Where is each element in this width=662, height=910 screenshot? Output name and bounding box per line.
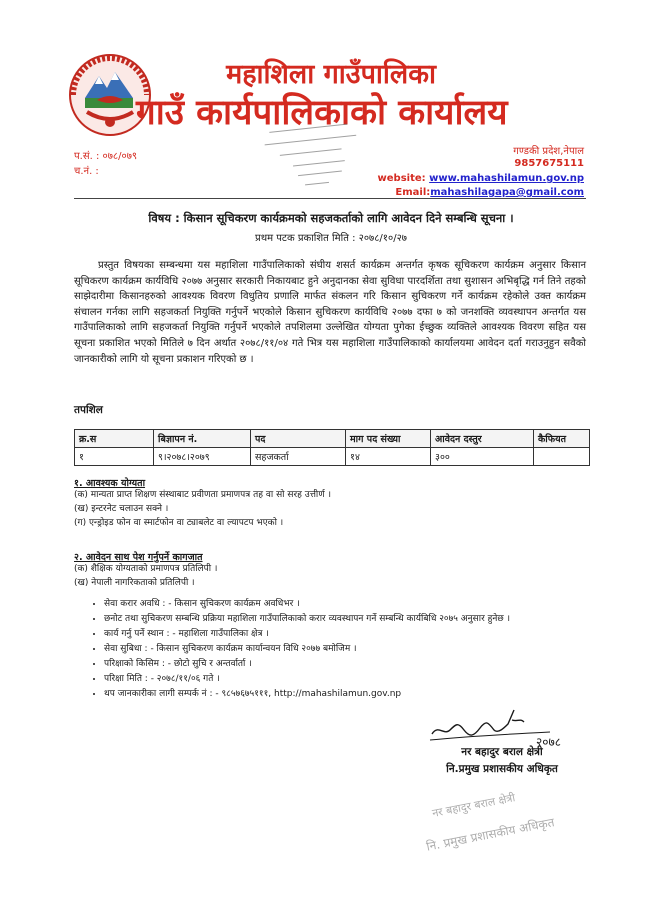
col-fee: आवेदन दस्तुर <box>431 430 534 448</box>
list-item: • सेवा करार अवधि : - किसान सुचिकरण कार्यक्रम अवधिभर । <box>104 597 604 611</box>
table-header-row <box>75 430 590 448</box>
office-stamp-icon <box>259 115 366 195</box>
list-item: • छनोट तथा सुचिकरण सम्बन्धि प्रक्रिया महाशिला गाउँपालिकाको करार व्यवस्थापन गर्ने सम्बन्धि कार्यबिधि २०७५ अनुसार हुनेछ । <box>104 612 604 626</box>
col-remarks: कैफियत <box>534 430 590 448</box>
qualification-item: (ग) एन्ड्रोइड फोन वा स्मार्टफोन वा ट्याबलेट वा ल्यापटप भएको । <box>74 518 284 528</box>
cell-serial: १ <box>75 448 154 466</box>
signature-date: २०७८ <box>536 735 561 748</box>
cell-post: सहजकर्ता <box>251 448 346 466</box>
details-heading: तपशिल <box>74 404 103 416</box>
list-item: • सेवा सुबिधा : - किसान सुचिकरण कार्यक्रम कार्यान्वयन विधि २०७७ बमोजिम । <box>104 642 604 656</box>
header-divider <box>74 198 586 199</box>
email-label: Email: <box>395 187 431 198</box>
list-item: • परिक्षा मिति : - २०७८/११/०६ गते । <box>104 672 604 686</box>
list-item: • थप जानकारीका लागी सम्पर्क नं : - ९८५७६७५१११, http://mahashilamun.gov.np <box>104 687 604 701</box>
province-label: गण्डकी प्रदेश,नेपाल <box>513 146 584 157</box>
document-item: (ख) नेपाली नागरिकताको प्रतिलिपी । <box>74 578 195 588</box>
cell-remarks <box>534 448 590 466</box>
email-link[interactable]: mahashilagapa@gmail.com <box>430 187 584 198</box>
notice-body <box>74 258 586 367</box>
col-serial: क्र.स <box>75 430 154 448</box>
name-stamp-icon <box>411 764 592 867</box>
qualification-item: (क) मान्यता प्राप्त शिक्षण संस्थाबाट प्रवीणता प्रमाणपत्र तह वा सो सरह उत्तीर्ण । <box>74 490 332 500</box>
vacancy-table <box>74 429 590 466</box>
svg-text:नर बहादुर बराल क्षेत्री: नर बहादुर बराल क्षेत्री <box>431 791 517 820</box>
cell-fee: ३०० <box>431 448 534 466</box>
cell-vacancies: १४ <box>346 448 431 466</box>
publication-date: प्रथम पटक प्रकाशित मिति : २०७८/१०/२७ <box>255 233 407 244</box>
municipality-name: महाशिला गाउँपालिका <box>226 59 436 90</box>
col-post: पद <box>251 430 346 448</box>
signatory-designation: नि.प्रमुख प्रशासकीय अधिकृत <box>446 763 558 775</box>
col-ad-number: बिज्ञापन नं. <box>154 430 251 448</box>
document-item: (क) शैक्षिक योग्यताको प्रमाणपत्र प्रतिलिपी । <box>74 564 218 574</box>
svg-text:नि. प्रमुख प्रशासकीय अधिकृत: नि. प्रमुख प्रशासकीय अधिकृत <box>425 815 556 854</box>
signature-icon <box>424 708 574 748</box>
website-line <box>378 173 584 184</box>
notice-paragraph: प्रस्तुत विषयका सम्बन्धमा यस महाशिला गाउँपालिकाको संघीय शसर्त कार्यक्रम अन्तर्गत कृषक सूचिकरण कार्यक्रम अनुसार किसान सूचिकरण कार्यक्रम कार्यविधि २०७७ अनुसार सरकारी निकायबाट हुने अनुदानका सेवा सुविधा पारदर्शिता तथा सुशासन अभिबृद्धि गर्न तिने तहको साझेदारीमा किसानहरुको आवश्यक विवरण विधुतिय प्रणालि मार्फत संकलन गरि किसान सुचिकरण गर्ने कार्यक्रम रहेकोले उक्त कार्यक्रम संचालन गर्नका लागि सहजकर्ता नियुक्ति गर्नुपर्ने भएकोले किसान सुचिकरण कार्यविधि २०७७ दफा ७ को जनशक्ति व्यवस्थापन अन्तर्गत यस गाउँपालिकाको लागि सहजकर्ता नियुक्ति गर्नुपर्ने भएकोले तपशिलमा उल्लेखित योग्यता पुगेका ईच्छुक व्यक्तिले आवश्यक विवरण सहित यस सूचना प्रकाशित भएको मितिले ७ दिन अर्थात २०७८/११/०४ गते भित्र यस महाशिला गाउँपालिकाको कार्यालयमा आवेदन दर्ता गराउनुहुन सवैको जानकारीको लागि यो सूचना प्रकाशन गरिएको छ । <box>74 260 586 365</box>
col-vacancies: माग पद संख्या <box>346 430 431 448</box>
documents-title: २. आवेदन साथ पेश गर्नुपर्ने कागजात <box>74 552 203 563</box>
list-item: • कार्य गर्नु पर्ने स्थान : - महाशिला गाउँपालिका क्षेत्र । <box>104 627 604 641</box>
list-item: • परिक्षाको किसिम : - छोटो सुचि र अन्तर्वार्ता । <box>104 657 604 671</box>
website-label: website: <box>377 173 426 184</box>
terms-list <box>88 597 604 702</box>
table-row <box>75 448 590 466</box>
website-link[interactable]: www.mahashilamun.gov.np <box>429 173 584 184</box>
signatory-name: नर बहादुर बराल क्षेत्री <box>461 746 543 758</box>
dispatch-number: च.नं. : <box>74 166 99 177</box>
reference-number: प.सं. : ०७८/०७९ <box>74 151 138 162</box>
notice-subject: विषय : किसान सूचिकरण कार्यक्रमको सहजकर्ताको लागि आवेदन दिने सम्बन्धि सूचना । <box>148 211 514 225</box>
qualification-item: (ख) इन्टरनेट चलाउन सक्ने । <box>74 504 169 514</box>
cell-ad-number: ९।२०७८।२०७९ <box>154 448 251 466</box>
office-title: गाउँ कार्यपालिकाको कार्यालय <box>136 93 508 133</box>
phone-number: 9857675111 <box>514 158 584 169</box>
email-line <box>395 187 584 198</box>
qualifications-title: १. आवश्यक योग्यता <box>74 478 146 489</box>
